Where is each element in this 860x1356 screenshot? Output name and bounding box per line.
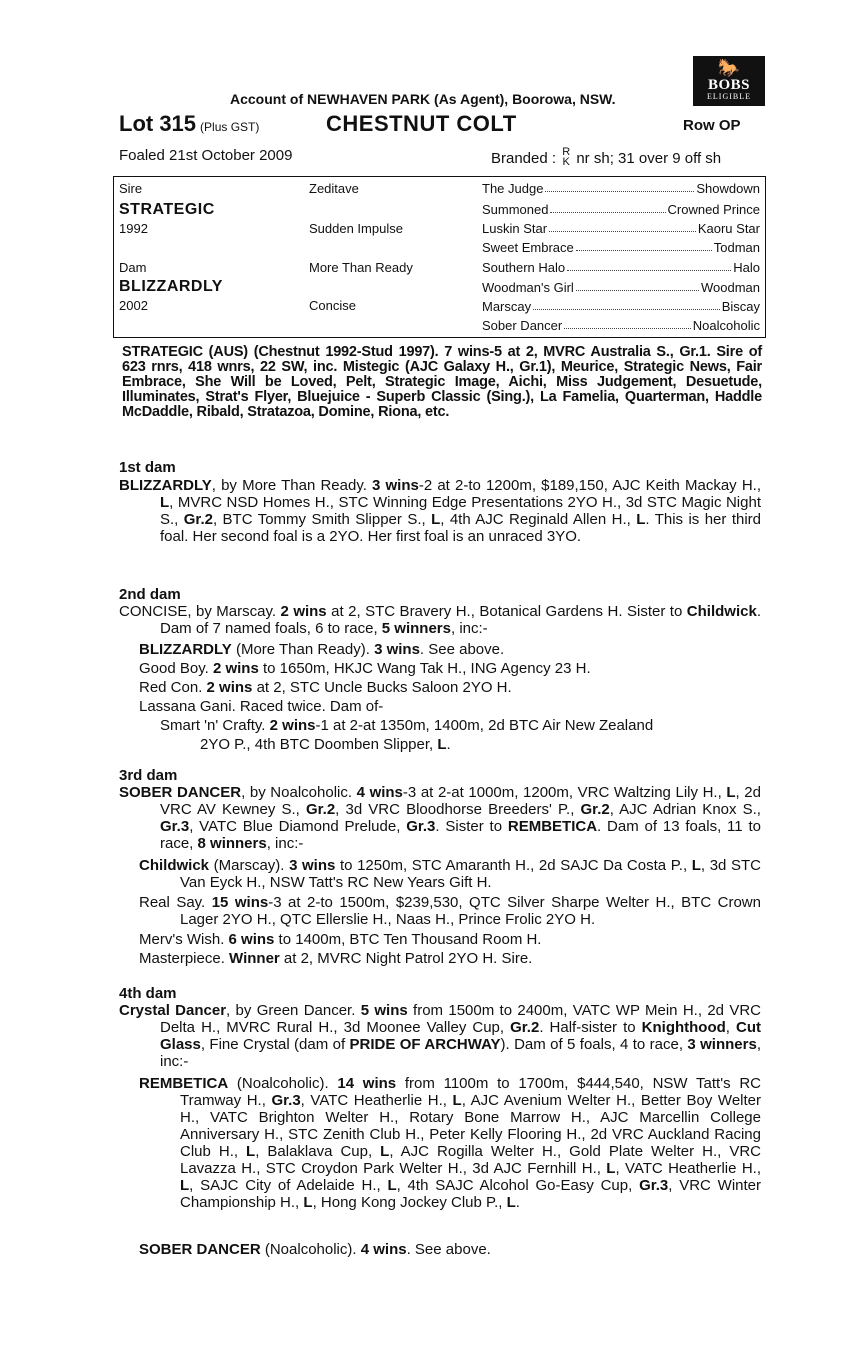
text: , AJC Avenium Welter H., Better Boy Welter H., VATC Brighton Welter H., Rotary Bone Marrow H., AJC Marcellin College Anniversary H., STC Zenith Club H., Peter Kelly Flooring H., 2d VRC Auckland Racing Club H.,: [180, 1092, 761, 1160]
text: , VATC Heatherlie H.,: [615, 1160, 761, 1177]
text: Red Con.: [139, 679, 207, 696]
text: (Marscay).: [209, 857, 290, 874]
progeny-line: [160, 717, 653, 734]
group: Gr.2: [305, 801, 336, 818]
foaled-date: Foaled 21st October 2009: [119, 147, 293, 164]
wins: 3 wins: [289, 857, 336, 874]
lot-label: Lot 315: [119, 111, 197, 136]
dam-name: BLIZZARDLY: [119, 477, 212, 494]
wins: 3 wins: [374, 641, 420, 658]
gg-left: Marscay: [482, 299, 532, 314]
text: , inc:-: [450, 620, 488, 637]
text: . See above.: [406, 1241, 491, 1258]
branded-prefix: Branded :: [491, 150, 557, 167]
gg-left: Southern Halo: [482, 260, 566, 275]
dam-sire: More Than Ready: [309, 260, 413, 275]
progeny-line: [139, 641, 504, 658]
horse-name: BLIZZARDLY: [139, 641, 232, 658]
text: , 4th SAJC Alcohol Go-Easy Cup,: [396, 1177, 640, 1194]
horse-name: REMBETICA: [139, 1075, 229, 1092]
text: -1 at 2-at 1350m, 1400m, 2d BTC Air New Zealand: [315, 717, 654, 734]
bobs-eligible-logo: [693, 56, 765, 106]
gg-right: Noalcoholic: [692, 318, 760, 333]
fourth-dam-heading: 4th dam: [119, 985, 177, 1002]
text: -3 at 2-at 1000m, 1200m, VRC Waltzing Lily H.,: [402, 784, 727, 801]
text: Real Say.: [139, 894, 212, 911]
text: , inc:-: [266, 835, 304, 852]
listed: L: [387, 1177, 397, 1194]
text: -3 at 2-to 1500m, $239,530, QTC Silver Sharpe Welter H., BTC Crown Lager 2YO H., QTC Ellerslie H., Naas H., Prince Frolic 2YO H.: [180, 894, 761, 928]
dam-label: Dam: [119, 260, 147, 275]
text: , VATC Heatherlie H.,: [300, 1092, 453, 1109]
text: ). Dam of 5 foals, 4 to race,: [500, 1036, 688, 1053]
text: , VRC Winter Championship H.,: [180, 1177, 762, 1211]
sire-sire: Zeditave: [309, 181, 359, 196]
text: , 4th AJC Reginald Allen H.,: [440, 511, 637, 528]
text: , 3d VRC Bloodhorse Breeders' P.,: [335, 801, 581, 818]
group: Gr.2: [510, 1019, 540, 1036]
text: . Sister to: [435, 818, 508, 835]
gg-right: Woodman: [700, 280, 760, 295]
wins: 15 wins: [211, 894, 269, 911]
text: . This is her third foal. Her second foal is a 2YO. Her first foal is an unraced 3YO.: [160, 511, 761, 545]
horse-name: Childwick: [686, 603, 757, 620]
brand-top: R: [562, 146, 571, 158]
wins: 4 wins: [360, 1241, 407, 1258]
horse-name: PRIDE OF ARCHWAY: [349, 1036, 501, 1053]
text: , MVRC NSD Homes H., STC Winning Edge Presentations 2YO H., 3d STC Magic Night S.,: [160, 494, 761, 528]
winners: 5 winners: [381, 620, 451, 637]
text: , 3d STC Van Eyck H., NSW Tatt's RC New Years Gift H.: [180, 857, 761, 891]
group: Gr.3: [271, 1092, 301, 1109]
text: , AJC Rogilla Welter H., Gold Plate Welter H., VRC Lavazza H., STC Croydon Park Welter H., 3d AJC Fernhill H.,: [180, 1143, 761, 1177]
text: Good Boy.: [139, 660, 213, 677]
progeny-line: Lassana Gani. Raced twice. Dam of-: [139, 698, 384, 715]
text: , by Green Dancer.: [226, 1002, 361, 1019]
progeny-line: [139, 679, 512, 696]
grandparent-row: [482, 202, 760, 217]
text: to 1400m, BTC Ten Thousand Room H.: [274, 931, 542, 948]
progeny-entry: [139, 1075, 762, 1211]
text: to 1250m, STC Amaranth H., 2d SAJC Da Costa P.,: [335, 857, 692, 874]
text: from 1100m to 1700m, $444,540, NSW Tatt's RC Tramway H.,: [180, 1075, 761, 1109]
group: Gr.2: [580, 801, 610, 818]
fourth-dam-text: [119, 1002, 762, 1070]
branded-info: [491, 147, 721, 167]
sire-year: 1992: [119, 221, 148, 236]
listed: L: [691, 857, 701, 874]
listed: L: [452, 1092, 462, 1109]
text: CONCISE, by Marscay.: [119, 603, 281, 620]
listed: L: [636, 511, 646, 528]
listed: L: [246, 1143, 256, 1160]
text: , Balaklava Cup,: [255, 1143, 381, 1160]
lot-title: CHESTNUT COLT: [326, 111, 517, 136]
listed: L: [606, 1160, 616, 1177]
gg-right: Todman: [713, 240, 760, 255]
logo-bottom-text: ELIGIBLE: [707, 92, 751, 101]
brand-mark: [562, 147, 570, 167]
progeny-line: [139, 660, 591, 677]
horse-name: Knighthood: [641, 1019, 726, 1036]
progeny-line: [139, 950, 532, 967]
second-dam-text: [119, 603, 761, 637]
gg-right: Showdown: [696, 181, 760, 196]
group: Gr.2: [183, 511, 213, 528]
text: at 2, MVRC Night Patrol 2YO H. Sire.: [279, 950, 533, 967]
text: , Fine Crystal (dam of: [200, 1036, 350, 1053]
text: . Dam of 7 named foals, 6 to race,: [160, 603, 761, 637]
text: (Noalcoholic).: [228, 1075, 338, 1092]
text: from 1500m to 2400m, VATC WP Mein H., 2d VRC Delta H., MVRC Rural H., 3d Moonee Valley Cup,: [160, 1002, 761, 1036]
sire-summary: STRATEGIC (AUS) (Chestnut 1992-Stud 1997). 7 wins-5 at 2, MVRC Australia S., Gr.1. Sire of 623 rnrs, 418 wnrs, 22 SW, inc. Mistegic (AJC Galaxy H., Gr.1), Meurice, Strategic News, Fair Embrace, She Will be Loved, Pelt, Strategic Image, Aichi, Miss Judgement, Desuetude, Illuminates, Strat's Flyer, Bluejuice - Superb Classic (Sing.), La Famelia, Quarterman, Haddle McDaddle, Ribald, Stratazoa, Domine, Riona, etc.: [122, 344, 762, 420]
listed: L: [437, 736, 447, 753]
horse-name: SOBER DANCER: [139, 1241, 261, 1258]
horse-name: Cut Glass: [160, 1019, 762, 1053]
gg-right: Crowned Prince: [667, 202, 760, 217]
dam-year: 2002: [119, 298, 148, 313]
gg-left: Sober Dancer: [482, 318, 563, 333]
lot-number: [119, 111, 259, 137]
text: to 1650m, HKJC Wang Tak H., ING Agency 23 H.: [258, 660, 591, 677]
wins: 3 wins: [372, 477, 419, 494]
wins: 4 wins: [356, 784, 403, 801]
dam-name: Crystal Dancer: [119, 1002, 227, 1019]
text: , by More Than Ready.: [211, 477, 373, 494]
text: , 2d VRC AV Kewney S.,: [160, 784, 761, 818]
text: (Noalcoholic).: [260, 1241, 361, 1258]
wins: Winner: [229, 950, 280, 967]
progeny-entry: [139, 857, 761, 891]
text: , BTC Tommy Smith Slipper S.,: [212, 511, 432, 528]
text: Merv's Wish.: [139, 931, 229, 948]
text: . See above.: [419, 641, 505, 658]
text: , by Noalcoholic.: [241, 784, 357, 801]
gst-note: (Plus GST): [200, 120, 260, 134]
grandparent-row: [482, 260, 760, 275]
text: , Hong Kong Jockey Club P.,: [312, 1194, 507, 1211]
progeny-line: [139, 931, 541, 948]
wins: 2 wins: [206, 679, 253, 696]
listed: L: [160, 494, 170, 511]
text: Masterpiece.: [139, 950, 230, 967]
dam-name: SOBER DANCER: [119, 784, 242, 801]
text: , VATC Blue Diamond Prelude,: [189, 818, 407, 835]
brand-bottom: K: [562, 156, 570, 168]
text: . Dam of 13 foals, 11 to race,: [160, 818, 761, 852]
dam-name: BLIZZARDLY: [119, 278, 223, 295]
grandparent-row: [482, 221, 760, 236]
row-label: Row OP: [683, 117, 741, 134]
gg-right: Halo: [733, 260, 760, 275]
grandparent-row: [482, 280, 760, 295]
text: .: [515, 1194, 520, 1211]
group: Gr.3: [406, 818, 436, 835]
text: , AJC Adrian Knox S.,: [609, 801, 761, 818]
text: Smart 'n' Crafty.: [160, 717, 270, 734]
grandparent-row: [482, 240, 760, 255]
third-dam-heading: 3rd dam: [119, 767, 178, 784]
text: . Half-sister to: [539, 1019, 642, 1036]
winners: 8 winners: [197, 835, 267, 852]
progeny-entry: [139, 894, 761, 928]
horse-name: Childwick: [139, 857, 210, 874]
text: .: [446, 736, 451, 753]
gg-left: Sweet Embrace: [482, 240, 574, 255]
pedigree-table: [113, 176, 766, 338]
gg-left: The Judge: [482, 181, 544, 196]
gg-right: Kaoru Star: [697, 221, 760, 236]
text: , inc:-: [160, 1036, 761, 1070]
progeny-line: [200, 736, 451, 753]
listed: L: [303, 1194, 313, 1211]
listed: L: [506, 1194, 516, 1211]
text: at 2, STC Uncle Bucks Saloon 2YO H.: [252, 679, 512, 696]
gg-left: Summoned: [482, 202, 549, 217]
listed: L: [380, 1143, 390, 1160]
text: 2YO P., 4th BTC Doomben Slipper,: [200, 736, 438, 753]
wins: 14 wins: [337, 1075, 397, 1092]
vendor-account: Account of NEWHAVEN PARK (As Agent), Boorowa, NSW.: [230, 91, 616, 107]
logo-top-text: BOBS: [707, 77, 751, 93]
sire-dam: Sudden Impulse: [309, 221, 403, 236]
wins: 2 wins: [212, 660, 259, 677]
text: at 2, STC Bravery H., Botanical Gardens H. Sister to: [326, 603, 687, 620]
wins: 2 wins: [280, 603, 327, 620]
group: Gr.3: [160, 818, 190, 835]
grandparent-row: [482, 299, 760, 314]
wins: 2 wins: [269, 717, 316, 734]
listed: L: [431, 511, 441, 528]
group: Gr.3: [639, 1177, 669, 1194]
sire-name: STRATEGIC: [119, 201, 215, 218]
second-dam-heading: 2nd dam: [119, 586, 181, 603]
horse-icon: 🐎: [717, 58, 741, 78]
grandparent-row: [482, 318, 760, 333]
text: -2 at 2-to 1200m, $189,150, AJC Keith Mackay H.,: [418, 477, 761, 494]
text: (More Than Ready).: [231, 641, 375, 658]
text: , SAJC City of Adelaide H.,: [189, 1177, 388, 1194]
listed: L: [180, 1177, 190, 1194]
grandparent-row: [482, 181, 760, 196]
winners: 3 winners: [687, 1036, 757, 1053]
dam-dam: Concise: [309, 298, 356, 313]
listed: L: [726, 784, 736, 801]
third-dam-text: [119, 784, 761, 852]
progeny-line: [139, 1241, 491, 1258]
first-dam-text: [119, 477, 761, 545]
sire-label: Sire: [119, 181, 143, 196]
wins: 6 wins: [228, 931, 275, 948]
text: ,: [725, 1019, 737, 1036]
branded-rest: nr sh; 31 over 9 off sh: [576, 150, 722, 167]
gg-left: Luskin Star: [482, 221, 548, 236]
horse-name: REMBETICA: [507, 818, 598, 835]
first-dam-heading: 1st dam: [119, 459, 176, 476]
wins: 5 wins: [360, 1002, 408, 1019]
gg-right: Biscay: [721, 299, 760, 314]
gg-left: Woodman's Girl: [482, 280, 574, 295]
